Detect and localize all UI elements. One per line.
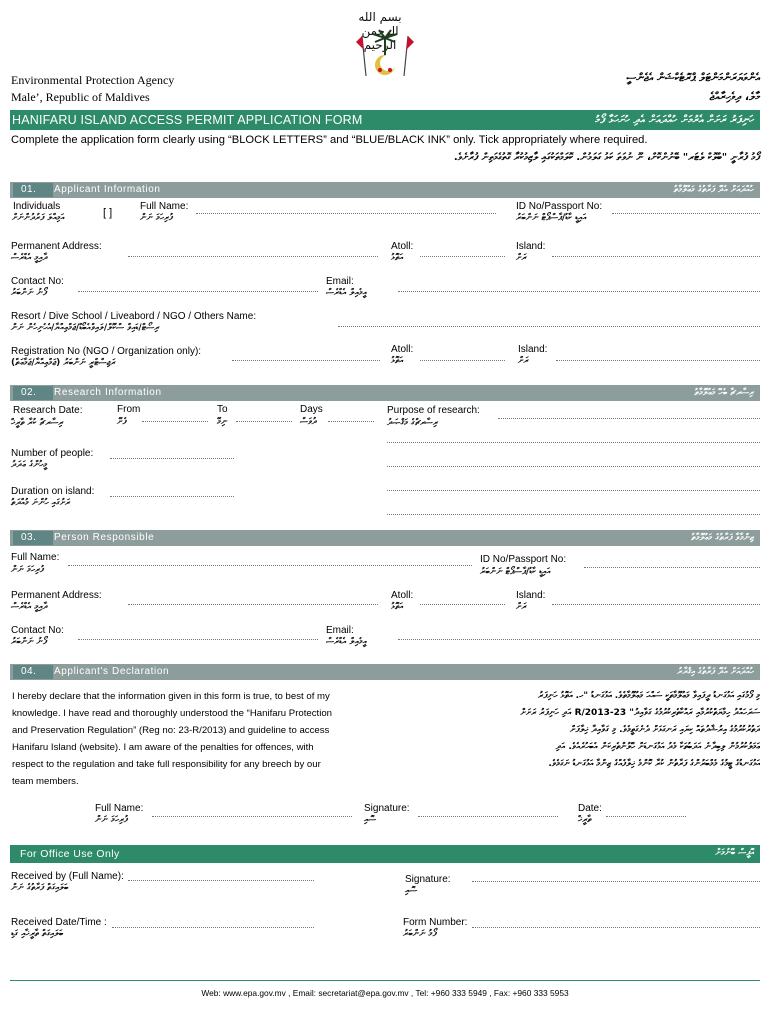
agency-location-dv: މާލެ، ދިވެހިރާއްޖެ [709,90,760,103]
decl-date-label-dv: ތާރީޚް [578,815,592,825]
declaration-line: respect to the regulation and take full responsibility for any breech by our [12,759,321,770]
decl-full-name-label-dv: ފުރިހަމަ ނަން [95,815,128,825]
email-label-dv: އީމެއިލް އެޑްރެސް [326,288,367,298]
island-2-label-dv: ރަށް [518,356,529,366]
island-label: Island: [516,241,546,252]
declaration-line: knowledge. I have read and thoroughly understood the “Hanifaru Protection [12,708,332,719]
section-2-title-dv: ރިސާރޗާ ބެހޭ މަޢުލޫމާތު [694,388,754,398]
section-1-title-dv: ހުއްދައަށް އެދޭ ފަރާތުގެ މަޢުލޫމާތު [673,185,754,195]
section-4-number: 04. [13,665,53,679]
id-no-label-dv: އައިޑީ ކާޑު/ޕާސްޕޯޓް ނަންބަރު [516,213,587,223]
declaration-line-dv: އަޅުގަނޑުގެ ޓީމުގެ މެމްބަރުންގެ ފަރާތުން ކުރާ ކޮންމެ ޚިލާފެއްގެ ޒިންމާ އަޅުގަނޑު ނަގަމެވެ. [548,759,760,769]
declaration-line: Hanifaru Island (website). I am aware of the penalties for offences, with [12,742,314,753]
resp-full-name-label-dv: ފުރިހަމަ ނަން [11,565,44,575]
declaration-line: team members. [12,776,79,787]
section-4-title-dv: ހުއްދައަށް އެދޭ ފަރާތުގެ އިޤުރާރު [677,667,754,677]
resp-atoll-label-dv: އަތޮޅު [391,602,404,612]
perm-address-label: Permanent Address: [11,241,102,252]
people-field[interactable] [110,458,234,459]
received-date-field[interactable] [112,927,314,928]
resp-full-name-field[interactable] [68,565,472,566]
resort-label: Resort / Dive School / Liveabord / NGO / Others Name: [11,311,257,322]
research-date-label: Research Date: [13,405,83,416]
atoll-2-label-dv: އަތޮޅު [391,356,404,366]
email-label: Email: [326,276,354,287]
duration-label-dv: ރަށުގައި ހުންނަ މުއްދަތު [11,498,71,508]
people-label: Number of people: [11,448,94,459]
resp-island-label-dv: ރަށް [516,602,527,612]
individuals-checkbox[interactable]: [ ] [103,207,113,219]
to-field[interactable] [236,421,292,422]
instructions: Complete the application form clearly using “BLOCK LETTERS” and “BLUE/BLACK INK” only. Tick appropriately where required. [11,134,648,146]
full-name-label-dv: ފުރިހަމަ ނަން [140,213,173,223]
reg-no-label-dv: ރަޖިސްޓްރީ ނަންބަރު (ޖަމްޢިއްޔާ/ޖަމާޢަތް) [11,358,116,368]
duration-label: Duration on island: [11,486,95,497]
section-3-title-dv: ޒިންމާވާ ފަރާތުގެ މަޢުލޫމާތު [691,533,754,543]
resp-perm-address-label: Permanent Address: [11,590,102,601]
declaration-line: I hereby declare that the information given in this form is true, to best of my [12,691,330,702]
form-number-label: Form Number: [403,917,468,928]
section-1-bar [10,182,760,198]
declaration-line-dv: ޢަމަލުކުރުމުން ލިބިދާނެ އަދަބުތަކާ މެދު އަޅުގަނޑަށް ހޭލުންތެރިކަން އެބަހުރެއެވެ. އަދި [555,742,760,752]
bismillah: بسم الله الرحمن الرحيم [358,10,402,52]
received-by-field[interactable] [128,880,314,881]
office-title: For Office Use Only [20,848,120,860]
email-field[interactable] [398,291,760,292]
reg-no-field[interactable] [232,360,380,361]
duration-field[interactable] [110,496,234,497]
resp-contact-label-dv: ފޯނު ނަންބަރު [11,637,47,647]
section-3-title: Person Responsible [54,532,155,543]
footer-contact: Web: www.epa.gov.mv , Email: secretariat@epa.gov.mv , Tel: +960 333 5949 , Fax: +960 333 5953 [201,988,569,998]
resp-id-no-field[interactable] [584,567,760,568]
resort-field[interactable] [338,326,760,327]
decl-signature-label: Signature: [364,803,410,814]
section-4-bar [10,664,760,680]
declaration-line: and Preservation Regulation” (Reg no: 23-R/2013) and guideline to access [12,725,330,736]
decl-signature-label-dv: ސޮއި [364,815,377,825]
resp-perm-address-label-dv: ދާއިމީ އެޑްރެސް [11,602,48,612]
received-by-label: Received by (Full Name): [11,871,124,882]
received-date-label-dv: ބަލައިގަތް ތާރީޚާއި ގަޑި [11,929,64,939]
section-1-title: Applicant Information [54,184,161,195]
office-bar [10,845,760,863]
id-no-label: ID No/Passport No: [516,201,603,212]
decl-full-name-field[interactable] [152,816,352,817]
resp-full-name-label: Full Name: [11,552,60,563]
purpose-field-5[interactable] [387,514,760,515]
days-field[interactable] [328,421,374,422]
purpose-label-dv: ރިސާރޗްގެ މަޤްޞަދު [387,418,438,428]
purpose-field-1[interactable] [498,418,760,419]
resp-island-label: Island: [516,590,546,601]
contact-field[interactable] [78,291,318,292]
individuals-label: Individuals [13,201,61,212]
atoll-2-field[interactable] [420,360,505,361]
contact-label-dv: ފޯނު ނަންބަރު [11,288,47,298]
atoll-label-dv: އަތޮޅު [391,253,404,263]
atoll-field[interactable] [420,256,505,257]
purpose-field-3[interactable] [387,466,760,467]
office-signature-field[interactable] [472,881,760,882]
office-signature-label: Signature: [405,874,451,885]
decl-full-name-label: Full Name: [95,803,144,814]
section-2-bar [10,385,760,401]
contact-label: Contact No: [11,276,64,287]
purpose-field-2[interactable] [387,442,760,443]
declaration-text [12,688,384,790]
resp-id-no-label: ID No/Passport No: [480,554,567,565]
people-label-dv: މީހުންގެ ޢަދަދު [11,460,47,470]
purpose-field-4[interactable] [387,490,760,491]
id-no-field[interactable] [612,213,760,214]
days-label-dv: ދުވަސް [300,417,317,427]
maldives-emblem-icon [356,28,414,80]
resort-label-dv: ރިސޯޓް/ޑައިވް ސްކޫލް/ލައިވްއެބޯޑް/ޖަމްޢިއްޔާ/އެހެނިހެން ނަން [11,323,160,333]
section-3-number: 03. [13,531,53,545]
resp-island-field[interactable] [552,604,760,605]
resp-contact-label: Contact No: [11,625,64,636]
full-name-label: Full Name: [140,201,189,212]
individuals-label-dv: އަމިއްލަ ފަރުދުންނަށް [12,213,65,223]
to-label-dv: ނިމޭ [217,417,228,427]
office-title-dv: އޮފީސް ބޭނުމަށް [715,848,754,858]
from-field[interactable] [142,421,208,422]
section-2-number: 02. [13,386,53,400]
resp-email-label: Email: [326,625,354,636]
form-number-field[interactable] [472,927,760,928]
research-date-label-dv: ރިސާރޗް ކުރާ ތާރީޚް [11,418,64,428]
island-2-field[interactable] [556,360,760,361]
instructions-dv: ފޯމު ފުރާނީ "ބްލޮކް ލެޓަރ" ބޭނުންކޮށް، ނޫ ނުވަތަ ކަޅު ގަލަމުން. ކޮލަމްތަކުގައި ލާޒިމުކުރާ ގޮތުގެމަތިން ފުރާށެވެ. [453,152,760,163]
island-field[interactable] [552,256,760,257]
declaration-line-dv: މި ފޯމުގައި އަޅުގަނޑު ދީފައިވާ މަޢުލޫމާތަކީ ސައްޙަ މަޢުލޫމާތެވެ. އަޅުގަނޑު "ހ. އަތޮޅު ހަނިފަރު [538,691,760,701]
to-label: To [217,404,228,415]
island-2-label: Island: [518,344,548,355]
decl-date-field[interactable] [606,816,686,817]
decl-date-label: Date: [578,803,602,814]
form-title: HANIFARU ISLAND ACCESS PERMIT APPLICATION FORM [12,113,363,127]
decl-signature-field[interactable] [418,816,558,817]
agency-name-dv: އެންވަޔަރަންމަންޓަލް ޕްރޮޓެކްޝަން އެޖެންސީ [626,71,760,84]
resp-id-no-label-dv: އައިޑީ ކާޑު/ޕާސްޕޯޓް ނަންބަރު [480,567,551,577]
declaration-line-dv: ސަރަހައްދު ހިމާޔަތްކުރުމާއި ރައްކާތެރިކުރުމުގެ ގަވާއިދު" 23-R/2013 އަދި ހަނިފަރު ރަށަށް [520,708,760,718]
form-number-label-dv: ފޯމު ނަންބަރު [403,929,437,939]
perm-address-field[interactable] [128,256,378,257]
section-4-title: Applicant's Declaration [54,666,170,677]
resp-contact-field[interactable] [78,639,318,640]
section-3-bar [10,530,760,546]
full-name-field[interactable] [196,213,496,214]
resp-email-label-dv: އީމެއިލް އެޑްރެސް [326,637,367,647]
agency-name: Environmental Protection Agency [11,73,175,87]
island-label-dv: ރަށް [516,253,527,263]
title-bar [10,110,760,130]
agency-location: Male’, Republic of Maldives [11,90,150,104]
section-1-number: 01. [13,183,53,197]
days-label: Days [300,404,323,415]
form-title-dv: ހަނިފަރު ރަށަށް އެރުމަށް ހުއްދައަށް އެދި ހުށަހަޅާ ފޯމު [595,113,754,126]
from-label-dv: ފެށޭ [117,417,127,427]
received-date-label: Received Date/Time : [11,917,107,928]
resp-perm-address-field[interactable] [128,604,378,605]
perm-address-label-dv: ދާއިމީ އެޑްރެސް [11,253,48,263]
declaration-text-dv [392,688,760,773]
from-label: From [117,404,141,415]
resp-atoll-field[interactable] [420,604,505,605]
office-signature-label-dv: ސޮއި [405,886,418,896]
section-2-title: Research Information [54,387,162,398]
atoll-label: Atoll: [391,241,414,252]
declaration-line-dv: ދަތުރުކުރުމުގެ އިރުޝާދުތައް ކިޔައި ރަނގަޅަށް ދެނެގަތީމެވެ. މި ގަވާއިދާ ޚިލާފަށް [570,725,760,735]
received-by-label-dv: ބަލައިގަތް ފަރާތުގެ ނަން [11,883,69,893]
atoll-2-label: Atoll: [391,344,414,355]
purpose-label: Purpose of research: [387,405,480,416]
resp-atoll-label: Atoll: [391,590,414,601]
resp-email-field[interactable] [398,639,760,640]
footer-divider [10,980,760,981]
reg-no-label: Registration No (NGO / Organization only): [11,346,202,357]
